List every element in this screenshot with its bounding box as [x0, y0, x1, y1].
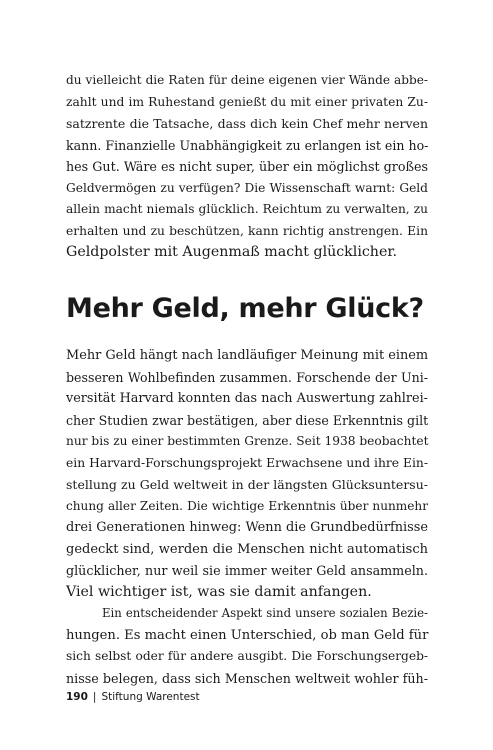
text-line: satzrente die Tatsache, dass dich kein Chef mehr nerven	[66, 116, 428, 131]
text-line: chung aller Zeiten. Die wichtige Erkenntnis über nunmehr	[66, 498, 428, 513]
text-line: ein Harvard-Forschungsprojekt Erwachsene und ihre Ein-	[66, 455, 428, 470]
text-line: kann. Finanzielle Unabhängigkeit zu erlangen ist ein ho-	[66, 137, 429, 153]
page-number: 190	[66, 691, 88, 703]
paragraph-2	[66, 603, 428, 689]
text-line: allein macht niemals glücklich. Reichtum zu verwalten, zu	[66, 202, 428, 216]
paragraph-1	[66, 345, 428, 603]
text-line: versität Harvard konnten das nach Auswertung zahlrei-	[66, 391, 428, 406]
text-line: nur bis zu einer bestimmten Grenze. Seit 1938 beobachtet	[66, 434, 429, 448]
text-line: drei Generationen hinweg: Wenn die Grundbedürfnisse	[66, 520, 429, 535]
text-line: gedeckt sind, werden die Menschen nicht automatisch	[66, 541, 428, 557]
text-line: Mehr Geld hängt nach landläufiger Meinung mit einem	[66, 348, 429, 363]
footer-separator: |	[92, 691, 97, 703]
section-heading: Mehr Geld, mehr Glück?	[66, 293, 424, 324]
text-line: cher Studien zwar bestätigen, aber diese Erkenntnis gilt	[66, 412, 429, 428]
text-line: Viel wichtiger ist, was sie damit anfangen.	[66, 583, 372, 600]
text-line: du vielleicht die Raten für deine eigenen vier Wände abbe-	[66, 73, 428, 87]
text-line: besseren Wohlbefinden zusammen. Forschende der Uni-	[66, 369, 428, 385]
text-line: sich selbst oder für andere ausgibt. Die Forschungsergeb-	[66, 649, 428, 663]
publisher-name: Stiftung Warentest	[101, 691, 200, 703]
text-line: glücklicher, nur weil sie immer weiter Geld ansammeln.	[66, 563, 428, 578]
text-line: Geldvermögen zu verfügen? Die Wissenschaft warnt: Geld	[66, 180, 428, 195]
text-line: hes Gut. Wäre es nicht super, über ein möglichst großes	[66, 159, 428, 174]
text-line: stellung zu Geld weltweit in der längsten Glücksuntersu-	[66, 477, 428, 492]
intro-paragraph	[66, 70, 428, 264]
section-body	[66, 345, 428, 689]
text-line: Geldpolster mit Augenmaß macht glücklicher.	[66, 244, 398, 260]
text-line: erhalten und zu beschützen, kann richtig anstrengen. Ein	[66, 223, 428, 238]
text-line: nisse belegen, dass sich Menschen weltweit wohler füh-	[66, 670, 428, 686]
text-line: zahlt und im Ruhestand genießt du mit einer privaten Zu-	[66, 94, 428, 109]
text-line: hungen. Es macht einen Unterschied, ob man Geld für	[66, 627, 429, 643]
text-line: Ein entscheidender Aspekt sind unsere sozialen Bezie-	[102, 606, 428, 620]
page-footer	[66, 690, 200, 704]
